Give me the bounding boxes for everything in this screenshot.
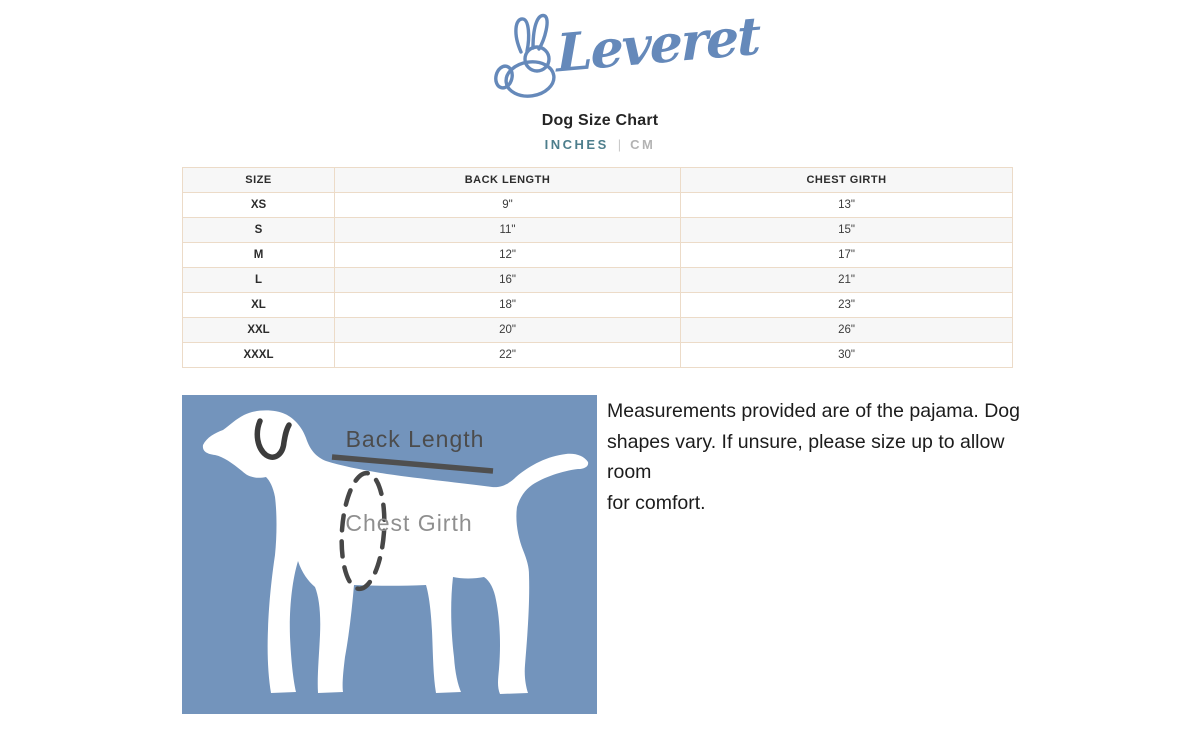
col-header-chest-girth: CHEST GIRTH — [681, 168, 1013, 193]
back-length-value: 9" — [335, 193, 681, 218]
size-label: L — [183, 268, 335, 293]
chest-girth-value: 30" — [681, 343, 1013, 368]
size-label: XS — [183, 193, 335, 218]
bunny-head — [525, 47, 549, 71]
table-row — [183, 193, 1013, 218]
chest-girth-value: 23" — [681, 293, 1013, 318]
size-label: XXXL — [183, 343, 335, 368]
back-length-label: Back Length — [345, 426, 485, 452]
back-length-value: 22" — [335, 343, 681, 368]
table-row — [183, 318, 1013, 343]
table-row — [183, 343, 1013, 368]
note-line: shapes vary. If unsure, please size up to allow room — [607, 430, 1005, 483]
unit-inches-link[interactable]: INCHES — [544, 137, 609, 152]
bunny-logo-icon — [494, 10, 564, 105]
dog-size-table — [182, 167, 1013, 368]
size-label: M — [183, 243, 335, 268]
chest-girth-value: 21" — [681, 268, 1013, 293]
bunny-tail — [494, 64, 514, 89]
chest-girth-label: Chest Girth — [345, 510, 473, 536]
page-title: Dog Size Chart — [541, 112, 659, 129]
note-line: Measurements provided are of the pajama. Dog — [607, 400, 1020, 422]
size-label: XXL — [183, 318, 335, 343]
table-header-row — [183, 168, 1013, 193]
bunny-ear-left — [516, 19, 529, 52]
table-row — [183, 268, 1013, 293]
brand-name: Leveret — [555, 5, 760, 85]
back-length-value: 18" — [335, 293, 681, 318]
dog-measurement-diagram — [182, 395, 597, 714]
note-line: for comfort. — [607, 491, 706, 514]
col-header-back-length: BACK LENGTH — [335, 168, 681, 193]
table-row — [183, 218, 1013, 243]
chest-girth-value: 17" — [681, 243, 1013, 268]
col-header-size: SIZE — [183, 168, 335, 193]
back-length-value: 16" — [335, 268, 681, 293]
bunny-ear-right — [533, 15, 547, 49]
table-row — [183, 293, 1013, 318]
table-row — [183, 243, 1013, 268]
size-label: S — [183, 218, 335, 243]
back-length-value: 11" — [335, 218, 681, 243]
back-length-value: 20" — [335, 318, 681, 343]
chest-girth-value: 15" — [681, 218, 1013, 243]
size-label: XL — [183, 293, 335, 318]
chest-girth-value: 26" — [681, 318, 1013, 343]
sizing-note — [607, 396, 1037, 518]
chest-girth-value: 13" — [681, 193, 1013, 218]
back-length-value: 12" — [335, 243, 681, 268]
unit-cm-link[interactable]: CM — [630, 137, 656, 152]
unit-toggle — [0, 137, 1200, 152]
unit-divider: | — [617, 137, 622, 152]
